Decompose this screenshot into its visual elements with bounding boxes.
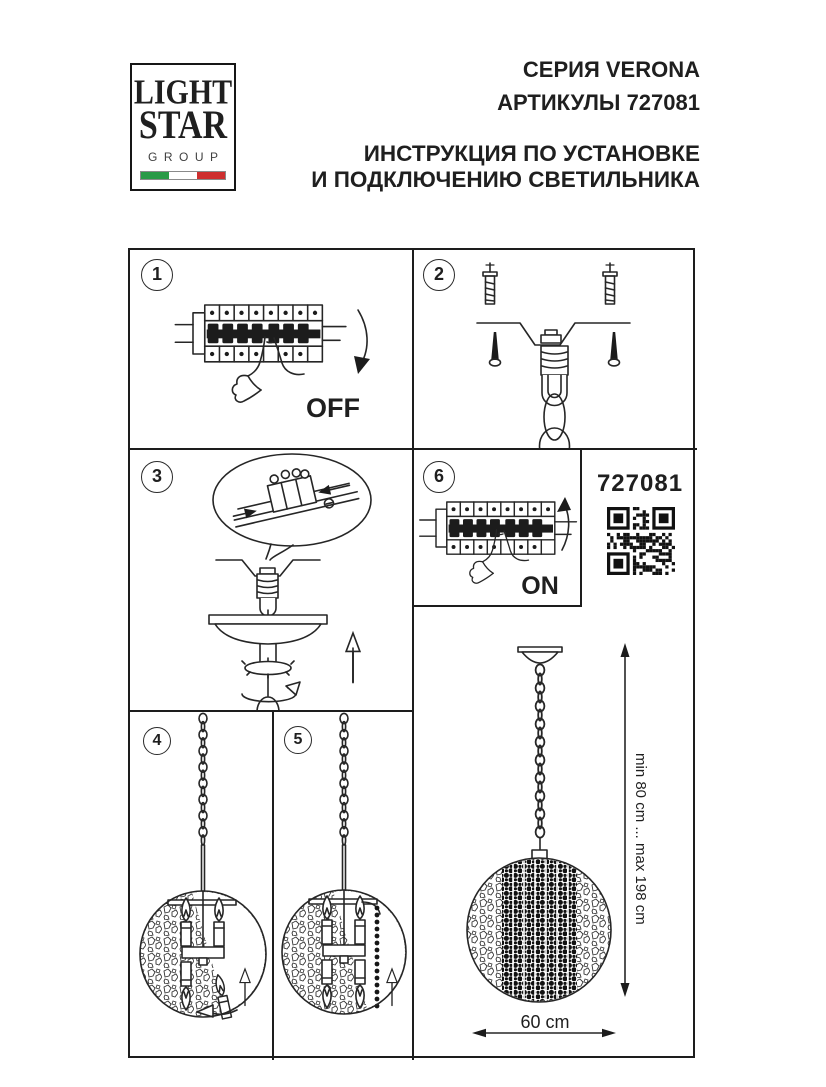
step3-panel xyxy=(130,450,414,712)
logo-word-light: LIGHT xyxy=(133,72,233,112)
diameter-dimension-label: 60 cm xyxy=(520,1012,570,1032)
off-label: OFF xyxy=(306,393,360,423)
logo-word-group: GROUP xyxy=(147,150,225,164)
italian-flag-stripe xyxy=(140,171,226,180)
lightstar-logo xyxy=(130,63,236,191)
mounting-hardware-illustration xyxy=(414,250,695,448)
step-number-6: 6 xyxy=(423,461,455,493)
step2-panel xyxy=(414,250,697,450)
instruction-grid xyxy=(128,248,695,1058)
height-dimension-label: min 80 cm ... max 198 cm xyxy=(632,753,649,925)
title-line-1: ИНСТРУКЦИЯ ПО УСТАНОВКЕ xyxy=(363,141,700,166)
article-numbers: АРТИКУЛЫ 727081 xyxy=(497,90,700,115)
step-number-5: 5 xyxy=(284,726,312,754)
series-title: СЕРИЯ VERONA xyxy=(522,57,700,82)
title-line-2: И ПОДКЛЮЧЕНИЮ СВЕТИЛЬНИКА xyxy=(311,167,700,192)
step-number-1: 1 xyxy=(141,259,173,291)
qr-code xyxy=(607,507,675,575)
step5-panel xyxy=(274,712,414,1060)
flag-white xyxy=(169,172,197,179)
step-number-2: 2 xyxy=(423,259,455,291)
flag-red xyxy=(197,172,225,179)
header-product-block xyxy=(497,53,700,119)
flag-green xyxy=(141,172,169,179)
bulb-install-illustration xyxy=(130,712,272,1058)
wiring-canopy-illustration xyxy=(130,450,412,710)
logo-word-star: STAR xyxy=(138,103,228,148)
on-label: ON xyxy=(521,572,559,600)
step-number-4: 4 xyxy=(143,727,171,755)
article-number-label: 727081 xyxy=(596,470,684,497)
step-number-3: 3 xyxy=(141,461,173,493)
bead-strand-illustration xyxy=(274,712,412,1058)
step4-panel xyxy=(130,712,274,1060)
document-title xyxy=(311,141,700,193)
